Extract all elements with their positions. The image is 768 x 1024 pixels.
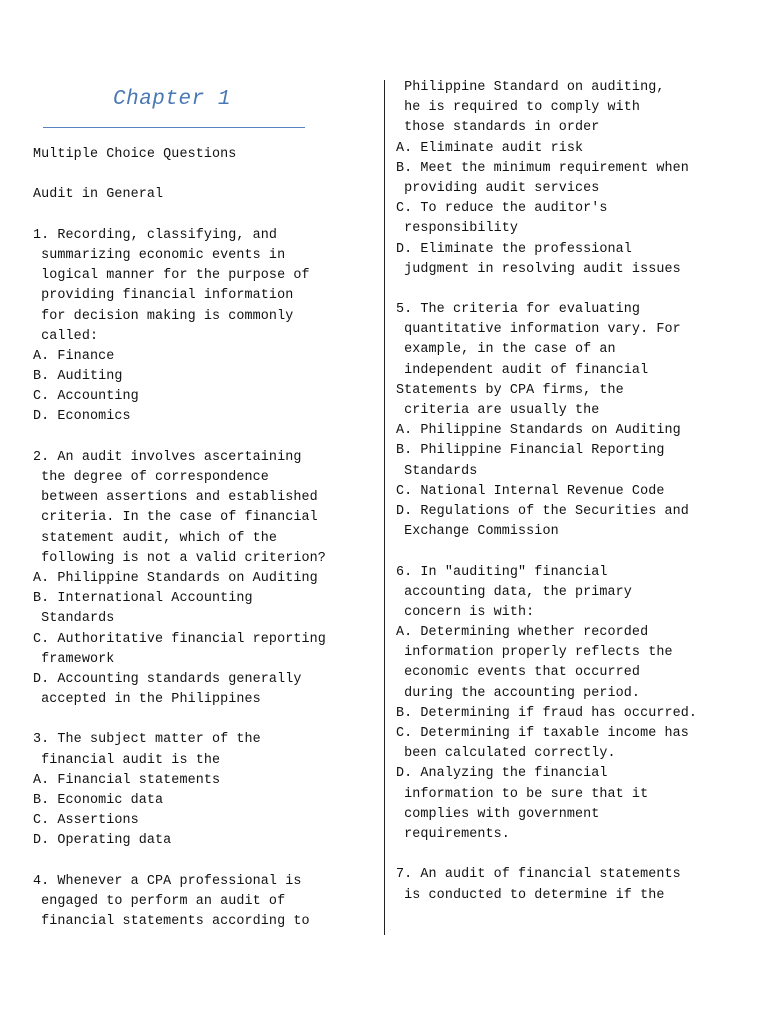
text-line: framework (33, 651, 115, 667)
text-line: 3. The subject matter of the (33, 732, 261, 748)
text-line: is conducted to determine if the (396, 887, 665, 903)
text-line (396, 845, 746, 865)
text-line: he is required to comply with (396, 100, 641, 116)
text-line: A. Eliminate audit risk (396, 140, 584, 156)
text-line (33, 206, 378, 226)
text-line: C. Determining if taxable income has (396, 726, 689, 741)
text-line: information properly reflects the (396, 645, 673, 661)
text-line: C. Assertions (33, 813, 139, 829)
text-line: accounting data, the primary (396, 584, 632, 600)
left-column (33, 145, 378, 932)
text-line: B. Philippine Financial Reporting (396, 443, 665, 459)
text-line (396, 280, 746, 300)
text-line: judgment in resolving audit issues (396, 261, 681, 277)
text-line: D. Regulations of the Securities and (396, 503, 689, 519)
text-line: statement audit, which of the (33, 530, 278, 546)
text-line (396, 542, 746, 562)
text-line: A. Finance (33, 348, 115, 364)
text-line: 5. The criteria for evaluating (396, 302, 641, 318)
text-line (33, 165, 378, 185)
text-line: independent audit of financial (396, 362, 649, 378)
text-line (33, 710, 378, 730)
text-line: C. Accounting (33, 389, 139, 405)
text-line: 2. An audit involves ascertaining (33, 449, 302, 465)
text-line: D. Eliminate the professional (396, 241, 632, 257)
text-line: B. Meet the minimum requirement when (396, 160, 689, 176)
text-line: B. Determining if fraud has occurred. (396, 705, 698, 721)
text-line: D. Operating data (33, 833, 172, 849)
text-line: A. Philippine Standards on Auditing (33, 570, 318, 586)
text-line: criteria. In the case of financial (33, 510, 318, 526)
text-line: Statements by CPA firms, the (396, 382, 624, 398)
title-underline (43, 127, 305, 128)
text-line: accepted in the Philippines (33, 692, 261, 708)
text-line: D. Economics (33, 409, 131, 425)
text-line: during the accounting period. (396, 685, 641, 701)
text-line: called: (33, 328, 99, 344)
text-line: criteria are usually the (396, 403, 600, 418)
text-line: logical manner for the purpose of (33, 268, 310, 284)
text-line: for decision making is commonly (33, 308, 294, 324)
text-line: been calculated correctly. (396, 746, 616, 762)
text-line: quantitative information vary. For (396, 322, 681, 338)
text-line (33, 428, 378, 448)
text-line: A. Financial statements (33, 772, 221, 788)
text-line: 6. In "auditing" financial (396, 564, 608, 580)
text-line (33, 852, 378, 872)
text-line: C. To reduce the auditor's (396, 201, 608, 217)
text-line: information to be sure that it (396, 786, 649, 802)
text-line: A. Philippine Standards on Auditing (396, 423, 681, 439)
text-line: complies with government (396, 806, 600, 822)
text-line: between assertions and established (33, 490, 318, 506)
text-line: concern is with: (396, 604, 535, 620)
text-line: providing audit services (396, 180, 600, 196)
text-line: responsibility (396, 221, 519, 237)
text-line: D. Accounting standards generally (33, 671, 302, 687)
text-line: example, in the case of an (396, 342, 616, 358)
text-line: B. Auditing (33, 369, 123, 385)
text-line: C. National Internal Revenue Code (396, 483, 665, 499)
text-line: B. Economic data (33, 793, 164, 808)
text-line: following is not a valid criterion? (33, 550, 326, 566)
text-line: financial audit is the (33, 752, 221, 768)
text-line: Audit in General (33, 187, 164, 203)
text-line: D. Analyzing the financial (396, 766, 608, 782)
text-line: economic events that occurred (396, 665, 641, 681)
text-line: providing financial information (33, 288, 294, 304)
column-divider (384, 80, 385, 935)
text-line: A. Determining whether recorded (396, 625, 649, 641)
text-line: 7. An audit of financial statements (396, 867, 681, 883)
text-line: 4. Whenever a CPA professional is (33, 873, 302, 889)
text-line: Standards (33, 611, 115, 627)
text-line: 1. Recording, classifying, and (33, 227, 278, 243)
text-line: requirements. (396, 826, 510, 842)
text-line: engaged to perform an audit of (33, 893, 286, 909)
text-line: summarizing economic events in (33, 247, 286, 263)
text-line: the degree of correspondence (33, 470, 269, 485)
text-line: Philippine Standard on auditing, (396, 80, 665, 95)
text-line: Standards (396, 463, 478, 479)
text-line: Exchange Commission (396, 524, 559, 540)
text-line: financial statements according to (33, 914, 310, 930)
text-line: those standards in order (396, 120, 600, 136)
right-column (396, 78, 746, 906)
text-line: B. International Accounting (33, 591, 253, 607)
text-line: Multiple Choice Questions (33, 147, 237, 162)
chapter-title: Chapter 1 (113, 88, 231, 111)
text-line: C. Authoritative financial reporting (33, 631, 326, 647)
